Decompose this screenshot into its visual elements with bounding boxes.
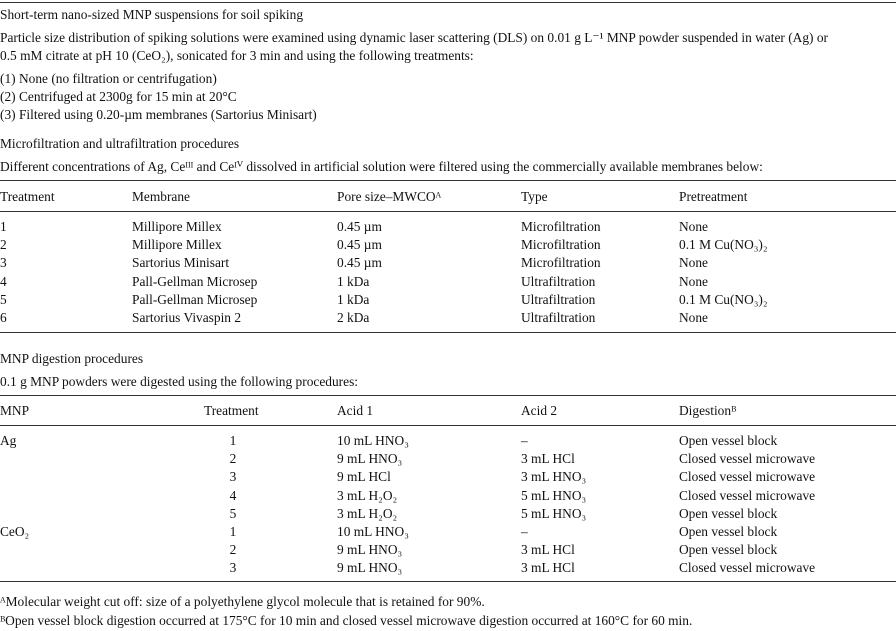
table1-header-membrane: Membrane [132,189,191,204]
table-cell-treatment: 1 [0,219,7,234]
table-row [0,487,896,505]
table-row [0,254,896,272]
table-cell-pretreatment: 0.1 M Cu(NO₃)₂ [679,291,768,307]
section2-title: Microfiltration and ultrafiltration procedures [0,136,240,151]
table-cell-pore-size: 0.45 µm [337,219,382,234]
table1-header-rule [0,211,896,212]
section3-title: MNP digestion procedures [0,351,144,366]
table-cell-acid1: 9 mL HNO₃ [337,542,403,558]
table-cell-treatment: 1 [229,524,237,539]
table-cell-acid2: 3 mL HNO₃ [521,469,587,485]
table1-header-pore-size: Pore size–MWCOᴬ [337,189,442,204]
table1-header-treatment: Treatment [0,189,55,204]
section1-item-2: (2) Centrifuged at 2300g for 15 min at 20°C [0,89,237,104]
table-cell-type: Ultrafiltration [521,291,596,307]
table-cell-pretreatment: 0.1 M Cu(NO₃)₂ [679,237,768,253]
section1-item-1: (1) None (no filtration or centrifugation) [0,71,217,86]
table-cell-digestion: Closed vessel microwave [679,560,816,576]
table-cell-acid1: 9 mL HCl [337,469,391,485]
table2-header-acid1: Acid 1 [337,403,374,418]
table-cell-treatment: 5 [229,505,237,521]
table-row [0,309,896,327]
table-cell-treatment: 2 [229,542,237,558]
table-cell-type: Microfiltration [521,255,601,271]
table-cell-acid1: 9 mL HNO₃ [337,560,403,576]
table2-top-rule [0,395,896,396]
section1-paragraph-line2: 0.5 mM citrate at pH 10 (CeO₂), sonicated for 3 min and using the following treatments: [0,48,474,63]
table-cell-treatment: 5 [0,291,7,307]
table-cell-acid1: 3 mL H₂O₂ [337,487,398,503]
table-cell-acid1: 10 mL HNO₃ [337,524,409,539]
table-cell-acid2: 3 mL HCl [521,560,575,576]
table-cell-pretreatment: None [679,219,709,234]
table-cell-type: Microfiltration [521,237,601,253]
table2-header-acid2: Acid 2 [521,403,558,418]
table-cell-treatment: 3 [0,255,7,271]
table-cell-pore-size: 2 kDa [337,310,370,325]
table-cell-digestion: Closed vessel microwave [679,469,816,485]
table-cell-acid2: – [521,524,528,539]
table-row [0,236,896,254]
table2-header-treatment: Treatment [204,403,259,418]
table-cell-digestion: Closed vessel microwave [679,487,816,503]
table-cell-pretreatment: None [679,310,709,325]
table-row [0,291,896,309]
table-cell-acid1: 3 mL H₂O₂ [337,505,398,521]
table1-top-rule [0,180,896,181]
table-cell-membrane: Pall-Gellman Microsep [132,291,258,307]
section3-intro: 0.1 g MNP powders were digested using the following procedures: [0,374,359,389]
table-cell-digestion: Closed vessel microwave [679,451,816,467]
table-cell-membrane: Millipore Millex [132,219,222,234]
table-cell-digestion: Open vessel block [679,524,778,539]
table-cell-acid2: 5 mL HNO₃ [521,487,587,503]
table-cell-membrane: Millipore Millex [132,237,222,253]
table-row [0,505,896,523]
footnote-a: ᴬMolecular weight cut off: size of a polyethylene glycol molecule that is retained for 90%. [0,594,485,609]
table-cell-mnp: CeO₂ [0,524,30,539]
table-cell-treatment: 1 [229,433,237,448]
table1-header-pretreatment: Pretreatment [679,189,748,204]
table-row [0,273,896,291]
table-cell-pore-size: 1 kDa [337,291,370,307]
table-cell-treatment: 4 [229,487,237,503]
table-row [0,541,896,559]
table-cell-treatment: 2 [0,237,7,253]
table-cell-membrane: Pall-Gellman Microsep [132,273,258,289]
table1-header-row [0,188,896,206]
table-cell-membrane: Sartorius Minisart [132,255,230,271]
top-rule [0,2,896,3]
table-cell-pore-size: 0.45 µm [337,237,382,253]
table2-bottom-rule [0,581,896,582]
table-cell-treatment: 4 [0,273,7,289]
table2-header-row [0,402,896,420]
footnote-b: ᴮOpen vessel block digestion occurred at 175°C for 10 min and closed vessel microwave digestion occurred at 160°C for 60 min. [0,613,693,628]
table-row [0,559,896,577]
table-cell-mnp: Ag [0,433,17,448]
table-cell-type: Ultrafiltration [521,310,596,325]
table-cell-digestion: Open vessel block [679,542,778,558]
table-cell-pretreatment: None [679,255,709,271]
section1-item-3: (3) Filtered using 0.20-µm membranes (Sartorius Minisart) [0,107,317,122]
section1-title: Short-term nano-sized MNP suspensions for soil spiking [0,7,304,22]
table-cell-digestion: Open vessel block [679,433,778,448]
table-cell-acid1: 9 mL HNO₃ [337,451,403,467]
table-cell-type: Ultrafiltration [521,273,596,289]
table-row [0,468,896,486]
table-cell-pore-size: 0.45 µm [337,255,382,271]
table-cell-treatment: 6 [0,310,7,325]
table-cell-acid2: 5 mL HNO₃ [521,505,587,521]
table-cell-acid1: 10 mL HNO₃ [337,433,409,448]
table-cell-pore-size: 1 kDa [337,273,370,289]
table-cell-acid2: – [521,433,528,448]
table-cell-treatment: 3 [229,560,237,576]
table1-header-type: Type [521,189,548,204]
section1-paragraph-line1: Particle size distribution of spiking solutions were examined using dynamic laser scattering (DLS) on 0.01 g L⁻¹ MNP powder suspended in water (Ag) or [0,30,828,45]
table-row [0,218,896,236]
table1-bottom-rule [0,332,896,333]
table-cell-membrane: Sartorius Vivaspin 2 [132,310,242,325]
table-cell-pretreatment: None [679,273,709,289]
table-cell-treatment: 3 [229,469,237,485]
table-cell-acid2: 3 mL HCl [521,542,575,558]
table-cell-treatment: 2 [229,451,237,467]
table-row [0,432,896,450]
table2-header-rule [0,425,896,426]
table-cell-type: Microfiltration [521,219,601,234]
table-cell-digestion: Open vessel block [679,505,778,521]
section2-intro: Different concentrations of Ag, Ceᴵᴵᴵ and Ceᴵⱽ dissolved in artificial solution were filtered using the commercially available membranes below: [0,159,763,174]
table-row [0,450,896,468]
table2-header-mnp: MNP [0,403,30,418]
table2-header-digestion: Digestionᴮ [679,403,737,418]
table-row [0,523,896,541]
table-cell-acid2: 3 mL HCl [521,451,575,467]
